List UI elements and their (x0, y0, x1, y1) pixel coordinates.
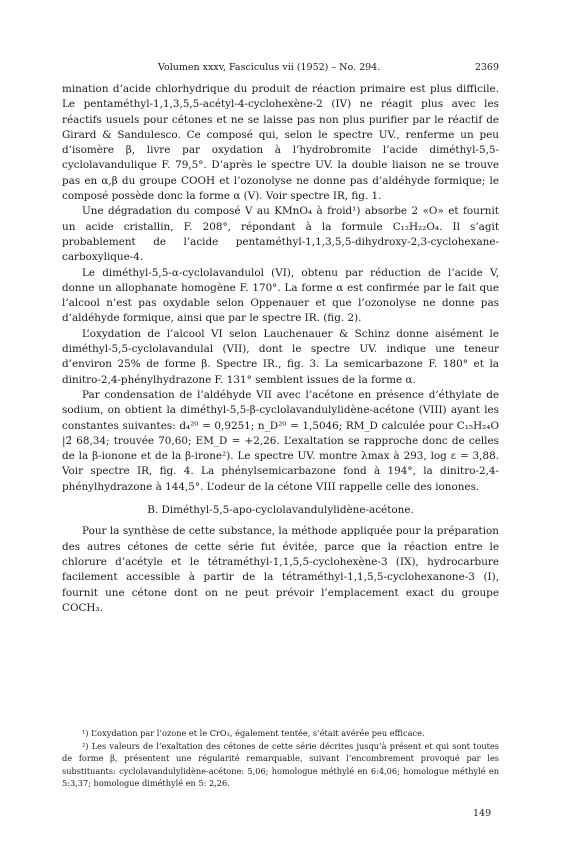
paragraph-condensation: Par condensation de l’aldéhyde VII avec l’acétone en présence d’éthylate de sodium, on obtient la diméthyl-5,5-β-cyclolavandulylidène-acétone (VIII) ayant les constantes suivantes: d₄²⁰ = 0,9251; n_D²⁰ = 1,5046; RM_D calculée pour C₁₅H₂₄O |2̄ 68,34; trouvée 70,60; EM_D = +2,26. L’exaltation se rapproche donc de celles de la β-ionone et de la β-irone²). Le spectre UV. montre λmax à 293, log ε = 3,88. Voir spectre IR, fig. 4. La phénylsemicarbazone fond à 194°, la dinitro-2,4-phénylhydrazone à 144,5°. L’odeur de la cétone VIII rappelle celle des ionones. (62, 388, 499, 493)
running-header (62, 61, 499, 74)
footnote-2: ²) Les valeurs de l’exaltation des cétones de cette série décrites jusqu’à présent et qui sont toutes de forme β, présentent une régularité remarquable, suivant l’encombrement provoqué par les substituants: cyclolavandulylidène-acétone: 5,06; homologue méthylé en 6:4,06; homologue méthylé en 5:3,37; homologue diméthylé en 5: 2,26. (62, 740, 499, 789)
footer-page-number: 149 (473, 808, 492, 819)
paragraph-continuation: mination d’acide chlorhydrique du produit de réaction primaire est plus difficile. Le pentaméthyl-1,1,3,5,5-acétyl-4-cyclohexène-2 (IV) ne réagit plus avec les réactifs usuels pour cétones et ne se laisse pas non plus purifier par le réactif de Girard & Sandulesco. Ce composé qui, selon le spectre UV., renferme un peu d’isomère β, livre par oxydation à l’hydrobromite l’acide diméthyl-5,5-cyclolavandulique F. 79,5°. D’après le spectre UV. la double liaison ne se trouve pas en α,β du groupe COOH et l’ozonolyse ne donne pas d’aldéhyde formique; le composé possède donc la forme α (V). Voir spectre IR, fig. 1. (62, 83, 499, 203)
running-head-title: Volumen xxxv, Fasciculus vii (1952) – No. 294. (158, 62, 381, 73)
body-text (62, 82, 499, 616)
header-page-number: 2369 (474, 62, 499, 73)
paragraph-oxidation: L’oxydation de l’alcool VI selon Lauchenauer & Schinz donne aisément le diméthyl-5,5-cyclolavandulal (VII), dont le spectre UV. indique une teneur d’environ 25% de forme β. Spectre IR., fig. 3. La semicarbazone F. 180° et la dinitro-2,4-phénylhydrazone F. 131° semblent issues de la forme α. (62, 327, 499, 386)
footnotes (62, 727, 499, 790)
paragraph-cyclolavandulol: Le diméthyl-5,5-α-cyclolavandulol (VI), obtenu par réduction de l’acide V, donne un allophanate homogène F. 170°. La forme α est confirmée par le fait que l’alcool n’est pas oxydable selon Oppenauer et que l’ozonolyse ne donne pas d’aldéhyde formique, ainsi que par le spectre IR. (fig. 2). (62, 266, 499, 325)
section-heading: B. Diméthyl-5,5-apo-cyclolavandulylidène-acétone. (147, 504, 414, 517)
paragraph-synthesis: Pour la synthèse de cette substance, la méthode appliquée pour la préparation des autres cétones de cette série fut évitée, parce que la réaction entre le chlorure d’acétyle et le tétraméthyl-1,1,5,5-cyclohexène-3 (IX), hydrocarbure facilement accessible à partir de la tétraméthyl-1,1,5,5-cyclohexanone-3 (I), fournit une cétone dont on ne peut prévoir l’emplacement exact du groupe COCH₃. (62, 525, 499, 614)
footnote-1: ¹) L’oxydation par l’ozone et le CrO₃, également tentée, s’était avérée peu efficace. (82, 728, 425, 738)
paragraph-kmno4-degradation: Une dégradation du composé V au KMnO₄ à froid¹) absorbe 2 «O» et fournit un acide cristallin, F. 208°, répondant à la formule C₁₂H₂₂O₄. Il s’agit probablement de l’acide pentaméthyl-1,1,3,5,5-dihydroxy-2,3-cyclohexane-carboxylique-4. (62, 205, 499, 264)
